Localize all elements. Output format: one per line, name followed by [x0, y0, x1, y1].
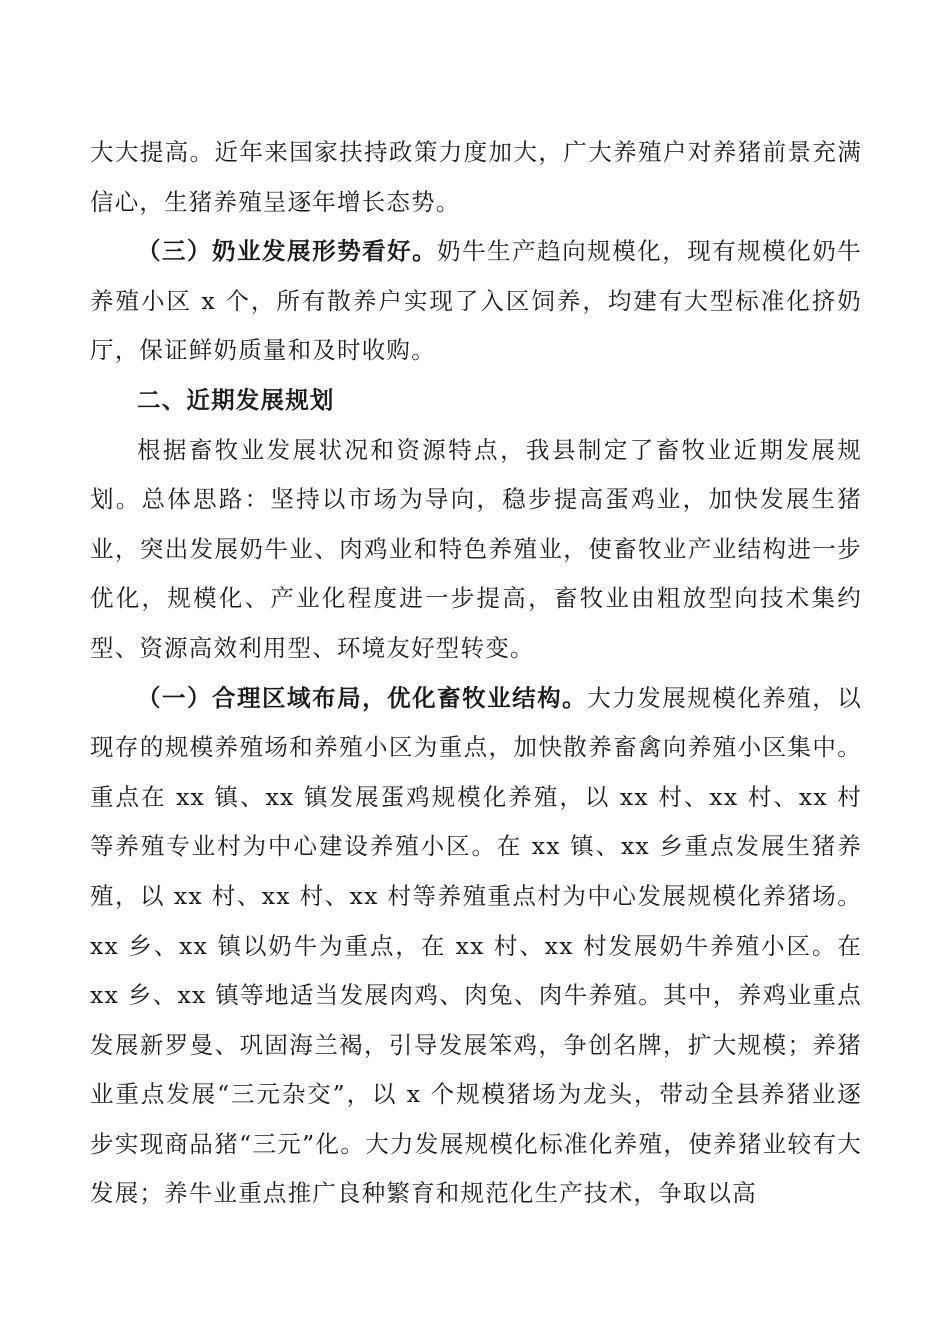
paragraph-regional-layout [90, 674, 862, 1220]
paragraph-dairy-text: 奶牛生产趋向规模化，现有规模化奶牛养殖小区 x 个，所有散养户实现了入区饲养，均建有大型标准化挤奶厅，保证鲜奶质量和及时收购。 [90, 237, 862, 365]
paragraph-dairy [90, 227, 862, 376]
document-body [90, 128, 862, 1219]
section-heading-plan: 二、近期发展规划 [137, 385, 335, 414]
subheading-regional-layout: （一）合理区域布局，优化畜牧业结构。 [137, 683, 588, 712]
paragraph-pig-farming: 大大提高。近年来国家扶持政策力度加大，广大养殖户对养猪前景充满信心，生猪养殖呈逐年增长态势。 [90, 138, 862, 216]
paragraph-regional-layout-text: 大力发展规模化养殖，以现存的规模养殖场和养殖小区为重点，加快散养畜禽向养殖小区集中。重点在 xx 镇、xx 镇发展蛋鸡规模化养殖，以 xx 村、xx 村、xx 村等养殖专业村为中心建设养殖小区。在 xx 镇、xx 乡重点发展生猪养殖，以 xx 村、xx 村、xx 村等养殖重点村为中心发展规模化养猪场。xx 乡、xx 镇以奶牛为重点，在 xx 村、xx 村发展奶牛养殖小区。在 xx 乡、xx 镇等地适当发展肉鸡、肉兔、肉牛养殖。其中，养鸡业重点发展新罗曼、巩固海兰褐，引导发展笨鸡，争创名牌，扩大规模；养猪业重点发展“三元杂交”，以 x 个规模猪场为龙头，带动全县养猪业逐步实现商品猪“三元”化。大力发展规模化标准化养殖，使养猪业较有大发展；养牛业重点推广良种繁育和规范化生产技术，争取以高 [90, 683, 862, 1208]
subheading-dairy: （三）奶业发展形势看好。 [137, 237, 438, 266]
paragraph-plan-overview: 根据畜牧业发展状况和资源特点，我县制定了畜牧业近期发展规划。总体思路：坚持以市场为导向，稳步提高蛋鸡业，加快发展生猪业，突出发展奶牛业、肉鸡业和特色养殖业，使畜牧业产业结构进一步优化，规模化、产业化程度进一步提高，畜牧业由粗放型向技术集约型、资源高效利用型、环境友好型转变。 [90, 435, 862, 662]
